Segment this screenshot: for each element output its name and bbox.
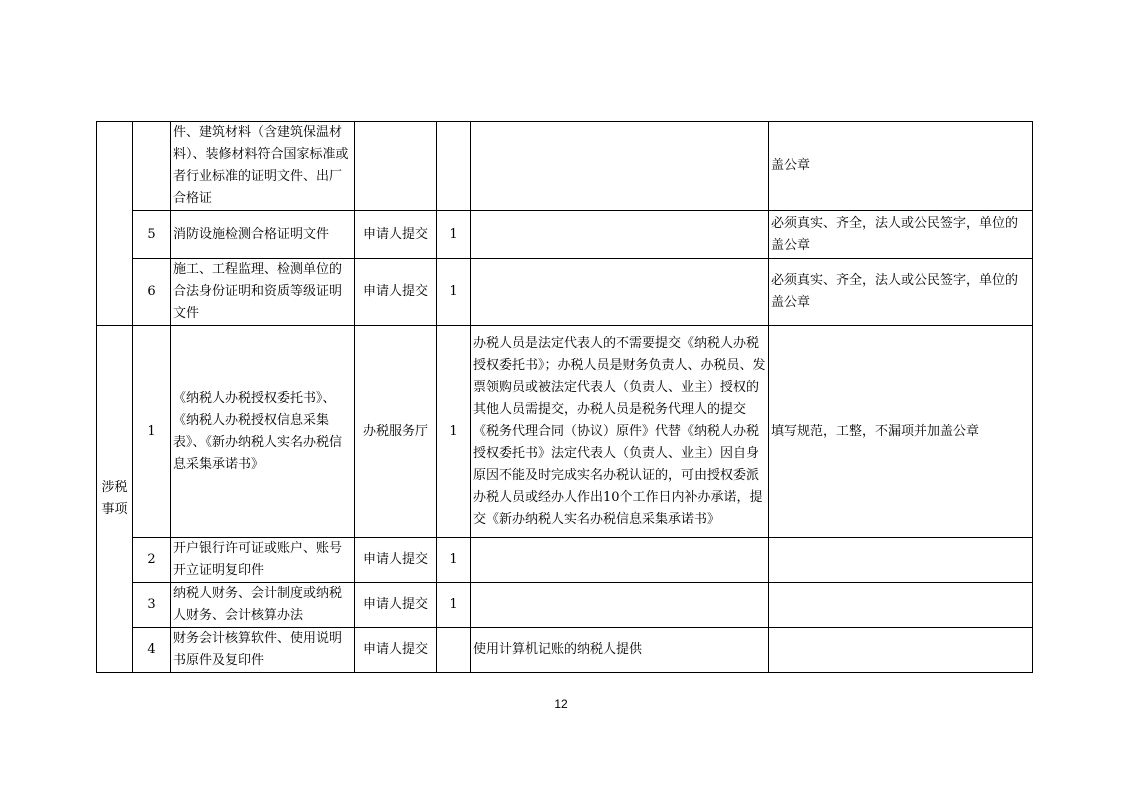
requirement <box>769 583 1033 628</box>
requirement <box>769 538 1033 583</box>
copy-count: 1 <box>437 211 471 259</box>
table-row <box>97 259 1033 326</box>
requirement: 必须真实、齐全，法人或公民签字，单位的盖公章 <box>769 211 1033 259</box>
row-number <box>133 122 171 211</box>
materials-table <box>96 121 1033 673</box>
section-label-cell <box>97 122 133 326</box>
row-number: 4 <box>133 628 171 673</box>
row-number: 2 <box>133 538 171 583</box>
material-name: 施工、工程监理、检测单位的合法身份证明和资质等级证明文件 <box>171 259 355 326</box>
submit-method <box>355 122 437 211</box>
material-name: 《纳税人办税授权委托书》、《纳税人办税授权信息采集表》、《新办纳税人实名办税信息采集承诺书》 <box>171 326 355 538</box>
requirement: 填写规范，工整，不漏项并加盖公章 <box>769 326 1033 538</box>
table-row <box>97 326 1033 538</box>
copy-count <box>437 628 471 673</box>
table-row <box>97 628 1033 673</box>
row-number: 6 <box>133 259 171 326</box>
submit-method: 申请人提交 <box>355 211 437 259</box>
material-name: 纳税人财务、会计制度或纳税人财务、会计核算办法 <box>171 583 355 628</box>
submit-method: 申请人提交 <box>355 538 437 583</box>
requirement: 盖公章 <box>769 122 1033 211</box>
material-name: 消防设施检测合格证明文件 <box>171 211 355 259</box>
table-row <box>97 583 1033 628</box>
material-name: 开户银行许可证或账户、账号开立证明复印件 <box>171 538 355 583</box>
remark <box>471 538 769 583</box>
remark: 办税人员是法定代表人的不需要提交《纳税人办税授权委托书》；办税人员是财务负责人、办税员、发票领购员或被法定代表人（负责人、业主）授权的其他人员需提交，办税人员是税务代理人的提交《税务代理合同（协议）原件》代替《纳税人办税授权委托书》法定代表人（负责人、业主）因自身原因不能及时完成实名办税认证的，可由授权委派办税人员或经办人作出10个工作日内补办承诺，提交《新办纳税人实名办税信息采集承诺书》 <box>471 326 769 538</box>
remark <box>471 259 769 326</box>
remark <box>471 583 769 628</box>
copy-count <box>437 122 471 211</box>
requirement <box>769 628 1033 673</box>
copy-count: 1 <box>437 259 471 326</box>
remark: 使用计算机记账的纳税人提供 <box>471 628 769 673</box>
submit-method: 办税服务厅 <box>355 326 437 538</box>
copy-count: 1 <box>437 538 471 583</box>
row-number: 3 <box>133 583 171 628</box>
copy-count: 1 <box>437 583 471 628</box>
copy-count: 1 <box>437 326 471 538</box>
section-label-tax: 涉税事项 <box>97 326 133 673</box>
table-row <box>97 211 1033 259</box>
remark <box>471 122 769 211</box>
submit-method: 申请人提交 <box>355 583 437 628</box>
requirement: 必须真实、齐全，法人或公民签字，单位的盖公章 <box>769 259 1033 326</box>
row-number: 5 <box>133 211 171 259</box>
submit-method: 申请人提交 <box>355 259 437 326</box>
table-row <box>97 538 1033 583</box>
row-number: 1 <box>133 326 171 538</box>
material-name: 件、建筑材料（含建筑保温材料）、装修材料符合国家标准或者行业标准的证明文件、出厂合格证 <box>171 122 355 211</box>
page-number: 12 <box>554 697 568 711</box>
remark <box>471 211 769 259</box>
material-name: 财务会计核算软件、使用说明书原件及复印件 <box>171 628 355 673</box>
table-row <box>97 122 1033 211</box>
submit-method: 申请人提交 <box>355 628 437 673</box>
